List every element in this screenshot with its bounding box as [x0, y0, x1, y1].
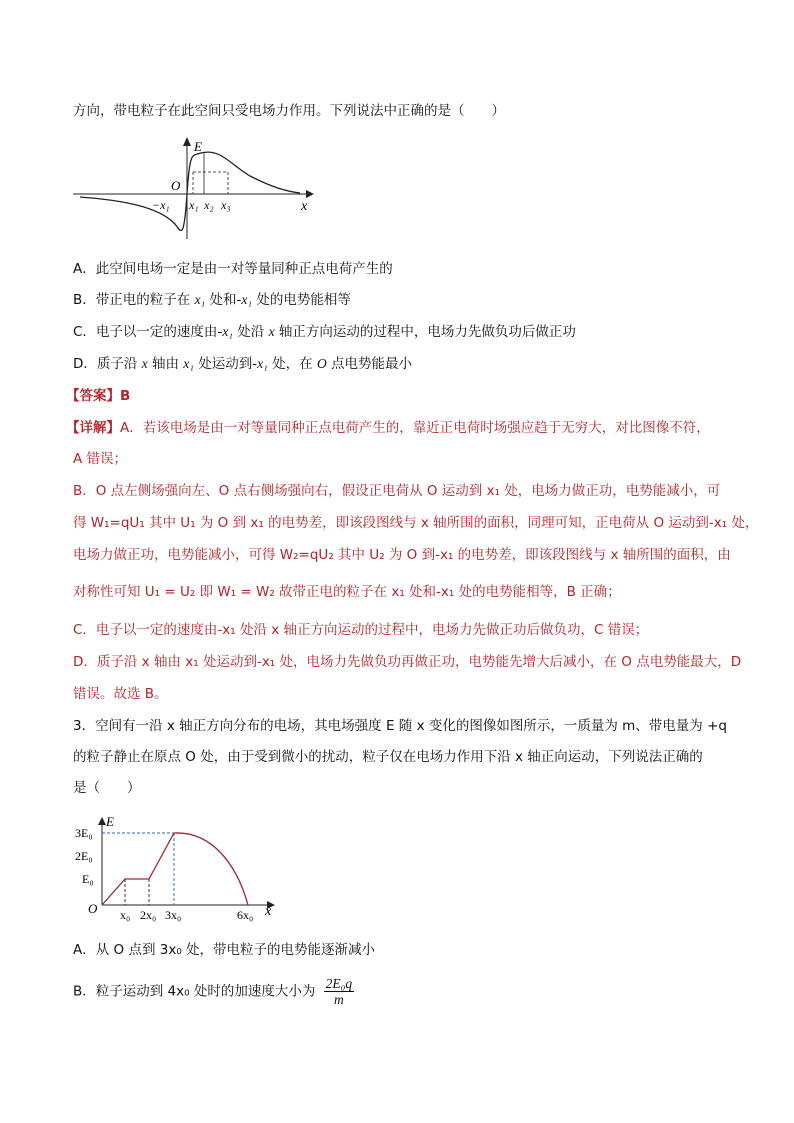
option-label: A．: [73, 261, 96, 277]
q2-tick-x3: x₃: [221, 198, 231, 212]
fraction-numerator: 2E₀q: [325, 976, 353, 991]
q3-stem-line-3: 是（ ）: [73, 780, 141, 796]
q2-field-graph: [70, 134, 320, 244]
q2-x-axis-label: x: [301, 199, 308, 214]
q2-tick-x2: x₂: [204, 198, 214, 212]
q2-explain-line-8: D．质子沿 x 轴由 x₁ 处运动到-x₁ 处，电场力先做负功再做正功，电势能先增大后减小，在 O 点电势能最大，D: [73, 654, 742, 670]
q2-explain-line-1: 【详解】A．若该电场是由一对等量同种正点电荷产生的，靠近正电荷时场强应趋于无穷大，对比图像不符，: [66, 420, 710, 436]
q2-explain-line-7: C．电子以一定的速度由-x₁ 处沿 x 轴正方向运动的过程中，电场力先做正功后做负功，C 错误；: [73, 622, 649, 638]
q3-stem-line-1: 3．空间有一沿 x 轴正方向分布的电场，其电场强度 E 随 x 变化的图像如图所示，一质量为 m、带电量为 +q: [73, 718, 727, 734]
q2-tick-neg-x1: −x₁: [152, 198, 170, 212]
q2-explain-line-9: 错误。故选 B。: [73, 686, 168, 702]
q2-explain-line-6: 对称性可知 U₁ = U₂ 即 W₁ = W₂ 故带正电的粒子在 x₁ 处和-x₁ 处的电势能相等，B 正确；: [73, 584, 621, 600]
q3-xtick-6x0: 6x₀: [237, 908, 254, 922]
q2-explain-line-5: 电场力做正功，电势能减小，可得 W₂=qU₂ 其中 U₂ 为 O 到-x₁ 的电势差，即该段图线与 x 轴所围的面积，由: [73, 547, 731, 563]
option-label: C．: [73, 324, 96, 340]
q2-origin-label: O: [171, 178, 181, 193]
q3-field-graph: [72, 815, 282, 925]
option-label: B．: [73, 983, 96, 1000]
q3-option-b: B．粒子运动到 4x₀ 处时的加速度大小为 $\frac{\text{2E₀q}}{m}$: [73, 976, 353, 1007]
q2-explain-line-2: A 错误；: [73, 451, 128, 467]
q3-option-a: A．从 O 点到 3x₀ 处，带电粒子的电势能逐渐减小: [73, 942, 376, 958]
q2-option-d: D．质子沿 x 轴由 x₁ 处运动到-x₁ 处，在 O 点电势能最小: [73, 356, 412, 372]
q2-option-b: B．带正电的粒子在 x₁ 处和-x₁ 处的电势能相等: [73, 292, 351, 308]
explain-tag: 【详解】: [66, 420, 120, 436]
q3-stem-line-2: 的粒子静止在原点 O 处，由于受到微小的扰动，粒子仅在电场力作用下沿 x 轴正向运动，下列说法正确的: [73, 749, 703, 765]
q2-explain-line-3: B．O 点左侧场强向左、O 点右侧场强向右，假设正电荷从 O 运动到 x₁ 处，电场力做正功，电势能减小，可: [73, 483, 721, 499]
q3-xtick-3x0: 3x₀: [165, 908, 182, 922]
q2-option-a: A．此空间电场一定是由一对等量同种正点电荷产生的: [73, 261, 393, 277]
fraction-denominator: m: [333, 992, 344, 1007]
q3-origin-label: O: [88, 901, 98, 916]
q3-x-axis-label: x: [265, 904, 272, 919]
q2-option-c: C．电子以一定的速度由-x₁ 处沿 x 轴正方向运动的过程中，电场力先做负功后做正功: [73, 324, 576, 340]
option-label: D．: [73, 356, 97, 372]
q2-answer: 【答案】B: [66, 388, 131, 404]
q3-ytick-e0: E₀: [82, 872, 94, 886]
q3-ytick-2e0: 2E₀: [75, 849, 93, 863]
option-label: A．: [73, 942, 96, 958]
q3-y-axis-label: E: [106, 815, 114, 829]
q3-xtick-2x0: 2x₀: [140, 908, 157, 922]
q2-tick-x1: x₁: [189, 198, 199, 212]
option-label: B．: [73, 292, 96, 308]
q2-stem: 方向，带电粒子在此空间只受电场力作用。下列说法中正确的是（ ）: [73, 103, 505, 119]
q3-ytick-3e0: 3E₀: [75, 826, 93, 840]
q2-explain-line-4: 得 W₁=qU₁ 其中 U₁ 为 O 到 x₁ 的电势差，即该段图线与 x 轴所围的面积，同理可知，正电荷从 O 运动到-x₁ 处，: [73, 515, 759, 531]
q2-y-axis-label: E: [194, 139, 202, 154]
fraction: [324, 976, 354, 1007]
q3-xtick-x0: x₀: [120, 908, 131, 922]
